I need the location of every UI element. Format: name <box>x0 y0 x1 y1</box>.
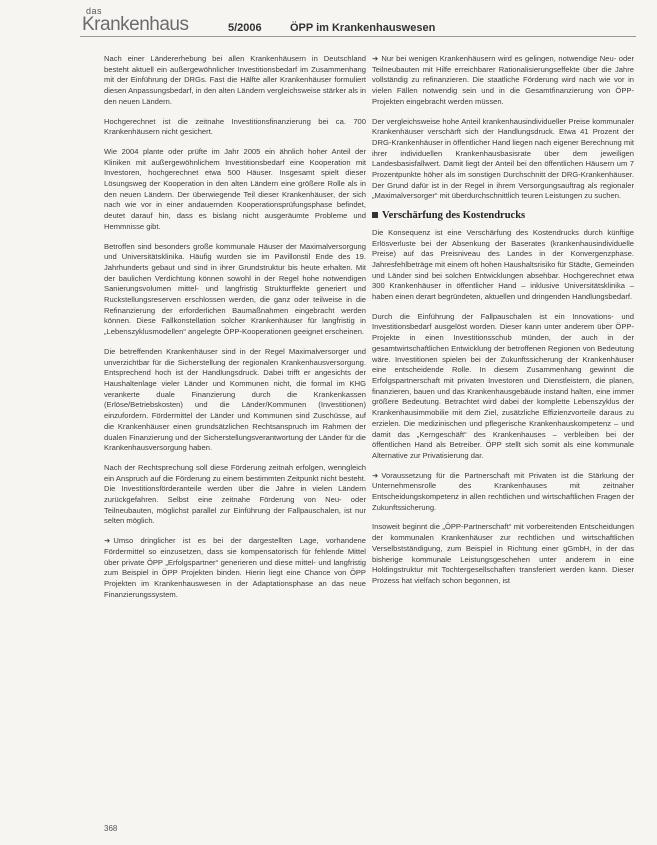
section-title: ÖPP im Krankenhauswesen <box>290 22 436 34</box>
logo-small-text: das <box>86 6 103 16</box>
paragraph-text: Nur bei wenigen Krankenhäusern wird es gelingen, notwendige Neu- oder Teilneubauten mit Hilfe erreichbarer Rationalisierungseffekte über die Jahre vollständig zu refinanzieren. Die staatliche Förderung wird nach wie vor in vielen Fällen notwendig sein und in die Gesamtfinanzierung von ÖPP-Projekten eingebracht werden müssen. <box>372 54 634 106</box>
right-column <box>372 54 634 596</box>
paragraph: Wie 2004 plante oder prüfte im Jahr 2005 ein ähnlich hoher Anteil der Kliniken mit außergewöhnlichem Investitionsbedarf eine Kooperation mit Investoren, hochgerechnet etwa 500 Häuser. Insgesamt spielt dieser Lösungsweg der Kooperation in den alten Ländern eine größere Rolle als in den neuen Ländern. Der überwiegende Teil dieser Krankenhäuser, der sich nach wie vor in einer andauernden Kooperationsprüfungsphase befindet, deutet darauf hin, dass es bislang nicht ausgeräumte Probleme und Hemmnisse gibt. <box>104 146 366 231</box>
page-number: 368 <box>104 824 118 833</box>
logo-main-text: Krankenhaus <box>82 14 189 35</box>
section-heading <box>372 211 634 222</box>
paragraph-with-arrow <box>372 54 634 108</box>
section-heading-text: Verschärfung des Kostendrucks <box>382 210 526 222</box>
paragraph: Insoweit beginnt die „ÖPP-Partnerschaft“ mit vorbereitenden Entscheidungen der kommunalen Krankenhäuser zur rechtlichen und wirtschaftlichen Verselbstständigung, zum Beispiel in Richtung einer gGmbH, in der das bisherige kommunale Leistungsgeschehen unter anderem in eine Holdingstruktur mit Tochtergesellschaften transferiert werden kann. Dieser Prozess hat vielfach schon begonnen, ist <box>372 522 634 585</box>
issue-number: 5/2006 <box>228 22 262 34</box>
paragraph: Nach einer Ländererhebung bei allen Krankenhäusern in Deutschland besteht aktuell ein außergewöhnlicher Investitionsbedarf im Zusammenhang mit der Einführung der DRGs. Fast die Hälfte aller Krankenhäuser formuliert diesen Anpassungsbedarf, in den alten Ländern vergleichsweise stärker als in den neuen Ländern. <box>104 54 366 106</box>
paragraph-text: Umso dringlicher ist es bei der dargestellten Lage, vorhandene Fördermittel so einzusetzen, dass sie kompensatorisch für fehlende Mittel über private ÖPP „Erfolgspartner“ generieren und diese mittel- und langfristig zum Beispiel in ÖPP Projekten binden. Hierin liegt eine Chance von ÖPP Projekten im Krankenhauswesen in der Adaptationsphase an das neue Finanzierungssystem. <box>104 536 366 599</box>
paragraph-with-arrow <box>372 471 634 514</box>
paragraph: Der vergleichsweise hohe Anteil krankenhausindividueller Preise kommunaler Krankenhäuser verschärft sich der Handlungsdruck. Etwa 41 Prozent der DRG-Krankenhäuser in öffentlicher Hand liegen nach eigener Berechnung mit ihrer individuellen Krankenhausbasisrate über dem jeweiligen Landesbasisfallwert. Damit liegt der Anteil bei den öffentlichen Häusern um 7 Prozentpunkte höher als im sonstigen Durchschnitt der DRG-Krankenhäuser. Der Grund dafür ist in der Regel in ihrem Versorgungsauftrag als regionaler „Maximalversorger“ mit überdurchschnittlich teuren Leistungen zu suchen. <box>372 116 634 201</box>
header-divider <box>80 36 636 37</box>
page-header <box>80 6 640 40</box>
arrow-icon: ➜ <box>372 54 379 63</box>
left-column <box>104 54 366 609</box>
square-bullet-icon <box>372 212 378 218</box>
paragraph: Die Konsequenz ist eine Verschärfung des Kostendrucks durch künftige Erlösverluste bei der Absenkung der Baserates (krankenhausindividuelle Preise) auf das Preisniveau des Landes in der Konvergenzphase. Jahresfehlbeträge mit einem oft hohen Haushaltsrisiko für Städte, Gemeinden und Länder sind bei solchen Entwicklungen absehbar. Hochgerechnet etwa 300 Krankenhäuser in öffentlicher Hand – inklusive Universitätsklinika – haben einen derart begründeten, aktuellen und dringenden Handlungsbedarf. <box>372 227 634 302</box>
paragraph: Durch die Einführung der Fallpauschalen ist ein Innovations- und Investitionsbedarf ausgelöst worden. Dieser kann unter anderem über ÖPP-Projekte in einen Investitionsschub münden, der auch in der gesamtwirtschaftlichen Entwicklung der betroffenen Regionen von Bedeutung wäre. Investitionen spielen bei der Zukunftssicherung der Krankenhäuser eine entscheidende Rolle. In diesem Zusammenhang gewinnt die Erfolgspartnerschaft mit privaten Investoren und Dienstleistern, die planen, finanzieren, bauen und das Krankenhausgebäude instand halten, eine immer größere Bedeutung. Betrachtet wird dabei der komplette Lebenszyklus der Krankenhausimmobilie mit dem Ziel, zusätzliche Effizienzvorteile daraus zu erzielen. Die medizinischen und pflegerische Krankenhauskompetenz – und damit das „Kerngeschäft“ des Krankenhauses – verbleiben bei der öffentlichen Hand als Betreiber. ÖPP stellt sich somit als eine kommunale Alternative zur Privatisierung dar. <box>372 311 634 460</box>
paragraph: Betroffen sind besonders große kommunale Häuser der Maximalversorgung und Universitätsklinika. Häufig wurden sie im Pavillonstil Ende des 19. Jahrhunderts gebaut und sind in ihrer Grundstruktur bis heute erhalten. Mit der baulichen Verdichtung können sowohl in der Regel hohe notwendigen Sanierungsvolumen mittel- und langfristig Strukturffekte generiert und Ruckstellungsreserven erschlossen werden, die ganz oder teilweise in die Refinanzierung der erforderlichen Baumaßnahmen eingebracht werden können. Diese Fallkonstellation solcher Krankenhäuser für langfristig in „Lebenszyklusmodellen“ angelegte ÖPP-Kooperationen geeignet erscheinen. <box>104 241 366 337</box>
arrow-icon: ➜ <box>372 470 379 480</box>
paragraph: Hochgerechnet ist die zeitnahe Investitionsfinanzierung bei ca. 700 Krankenhäusern nicht gesichert. <box>104 116 366 137</box>
paragraph: Nach der Rechtsprechung soll diese Förderung zeitnah erfolgen, wenngleich ein Anspruch auf die Förderung zu einem bestimmten Zeitpunkt nicht besteht. Die Investitionsförderanteile werden über die Jahre in vielen Ländern zurückgefahren. Selbst eine zeitnahe Förderung von Neu- oder Teilneubauten, möglichst parallel zur Einführung der Fallpauschalen, ist nur selten möglich. <box>104 462 366 526</box>
paragraph-text: Voraussetzung für die Partnerschaft mit Privaten ist die Stärkung der Unternehmensrolle des Krankenhauses mit zeitnaher Entscheidungskompetenz in allen rechtlichen und wirtschaftlichen Fragen der Zukunftssicherung. <box>372 470 634 512</box>
paragraph-with-arrow <box>104 536 366 600</box>
journal-logo <box>80 6 189 36</box>
arrow-icon: ➜ <box>104 536 111 546</box>
paragraph: Die betreffenden Krankenhäuser sind in der Regel Maximalversorger und unverzichtbar für die Sicherstellung der regionalen Krankenhausversorgung. Entsprechend hoch ist der Handlungsdruck. Dabei trifft er angesichts der Haushaltenlage vieler Länder und Kommunen nicht, die formal im KHG verankerte duale Finanzierung durch die Krankenkassen (Erlöse/Betriebskosten) und die Länder/Kommunen (Investitionen) einzufordern. Fördermittel der Länder und Kommunen sind Zuschüsse, auf die Krankenhäuser einen grundsätzlichen Rechtsanspruch im Rahmen der dualen Finanzierung und der Sicherstellungsverantwortung der Länder für die Krankenhausversorgung haben. <box>104 346 366 453</box>
